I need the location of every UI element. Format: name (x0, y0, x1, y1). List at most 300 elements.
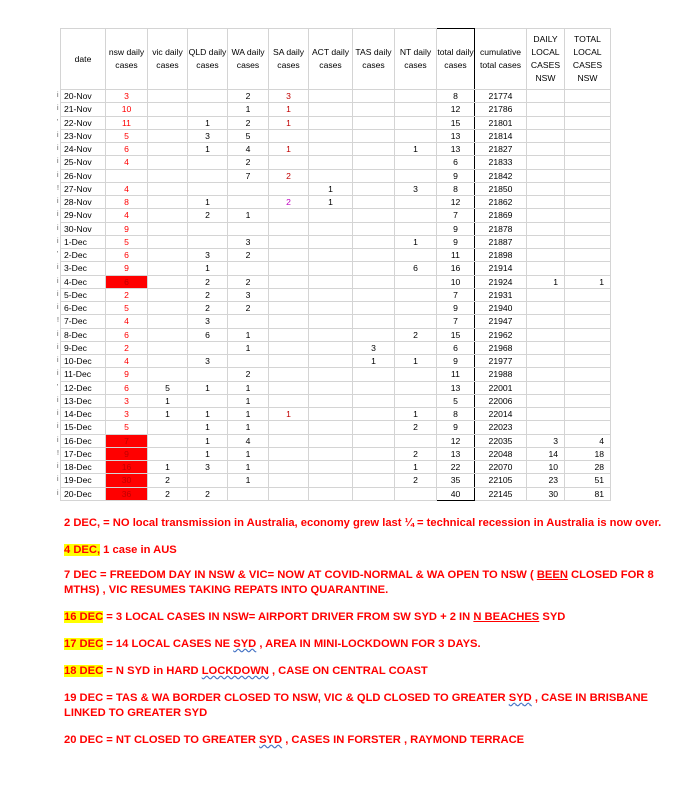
cell-nt: 3 (395, 182, 437, 195)
note-text: 7 DEC = FREEDOM DAY IN NSW & VIC= NOW AT COVID-NORMAL & WA OPEN TO NSW ( (64, 569, 537, 581)
cell-total-local (565, 328, 611, 341)
cell-sa (269, 262, 309, 275)
cell-nsw: 9 (106, 368, 148, 381)
cell-qld: 3 (188, 461, 228, 474)
cell-vic (148, 434, 188, 447)
cell-wa: 1 (228, 328, 269, 341)
cell-total-local (565, 408, 611, 421)
cell-cumulative: 21862 (475, 196, 527, 209)
note-7-dec (64, 568, 664, 598)
cell-nsw: 30 (106, 474, 148, 487)
note-20-dec (64, 733, 664, 748)
cell-sa: 2 (269, 169, 309, 182)
cell-tas (353, 315, 395, 328)
table-row (61, 328, 611, 341)
cell-act (309, 275, 353, 288)
header-sa: SA daily cases (269, 29, 309, 90)
cell-sa (269, 368, 309, 381)
cell-nt (395, 275, 437, 288)
table-row (61, 129, 611, 142)
cell-tas: 1 (353, 355, 395, 368)
cell-vic: 2 (148, 474, 188, 487)
cell-nsw: 3 (106, 394, 148, 407)
cell-nsw: 6 (106, 381, 148, 394)
cell-nsw: 6 (106, 275, 148, 288)
row-number-mark: i (57, 290, 59, 298)
note-text: CLOSED FOR 8 MTHS) , VIC RESUMES TAKING REPATS INTO QUARANTINE. (64, 569, 654, 596)
row-number-strip (57, 89, 61, 500)
cell-act (309, 421, 353, 434)
cell-cumulative: 21801 (475, 116, 527, 129)
cell-nt (395, 90, 437, 103)
table-body (61, 90, 611, 501)
cell-local (527, 302, 565, 315)
cell-total-local (565, 129, 611, 142)
cell-nsw: 6 (106, 328, 148, 341)
note-text: 20 DEC = NT CLOSED TO GREATER (64, 734, 260, 746)
cell-vic (148, 235, 188, 248)
header-cumulative: cumulative total cases (475, 29, 527, 90)
cell-date: 29-Nov (61, 209, 106, 222)
cell-vic (148, 129, 188, 142)
note-19-dec (64, 691, 664, 721)
header-vic: vic daily cases (148, 29, 188, 90)
table-row (61, 474, 611, 487)
cell-sa: 1 (269, 143, 309, 156)
cell-act (309, 341, 353, 354)
cell-date: 16-Dec (61, 434, 106, 447)
cell-wa (228, 222, 269, 235)
note-date-highlight: 16 DEC (64, 611, 104, 623)
note-spellcheck-word: LOCKDOWN (201, 665, 269, 677)
cell-total: 11 (437, 368, 475, 381)
cell-sa (269, 235, 309, 248)
cell-act (309, 169, 353, 182)
cell-qld (188, 182, 228, 195)
cell-total-local (565, 182, 611, 195)
cell-qld (188, 368, 228, 381)
cell-total: 9 (437, 421, 475, 434)
note-spellcheck-word: SYD (233, 638, 257, 650)
cell-vic: 5 (148, 381, 188, 394)
cell-act (309, 447, 353, 460)
cell-wa (228, 182, 269, 195)
note-text: , CASE ON CENTRAL COAST (268, 665, 428, 677)
cell-qld: 1 (188, 434, 228, 447)
cell-total: 6 (437, 341, 475, 354)
cell-date: 13-Dec (61, 394, 106, 407)
cell-vic (148, 275, 188, 288)
cell-date: 9-Dec (61, 341, 106, 354)
cell-cumulative: 21962 (475, 328, 527, 341)
cell-tas (353, 288, 395, 301)
cell-act (309, 103, 353, 116)
cell-local (527, 328, 565, 341)
cell-sa (269, 381, 309, 394)
cell-date: 4-Dec (61, 275, 106, 288)
cell-vic (148, 262, 188, 275)
header-total-local: TOTAL LOCAL CASES NSW (565, 29, 611, 90)
cell-total-local (565, 249, 611, 262)
cell-sa (269, 249, 309, 262)
row-number-mark: i (57, 224, 59, 232)
cell-total-local (565, 156, 611, 169)
note-text: = N SYD in HARD (103, 665, 202, 677)
cell-cumulative: 21850 (475, 182, 527, 195)
note-underlined-word: N BEACHES (473, 611, 540, 623)
table-row (61, 116, 611, 129)
note-4-dec (64, 543, 664, 558)
cell-vic (148, 156, 188, 169)
cell-local (527, 103, 565, 116)
cell-local (527, 249, 565, 262)
cell-nt (395, 302, 437, 315)
cell-sa (269, 474, 309, 487)
cell-qld (188, 103, 228, 116)
cell-tas (353, 302, 395, 315)
cell-total: 13 (437, 129, 475, 142)
table-row (61, 341, 611, 354)
cell-cumulative: 22014 (475, 408, 527, 421)
cell-qld: 3 (188, 249, 228, 262)
cell-nsw: 9 (106, 222, 148, 235)
cell-date: 26-Nov (61, 169, 106, 182)
table-row (61, 143, 611, 156)
cell-nsw: 36 (106, 487, 148, 500)
cell-act (309, 328, 353, 341)
cell-local (527, 355, 565, 368)
cell-total: 40 (437, 487, 475, 500)
cell-total-local (565, 116, 611, 129)
cell-wa: 2 (228, 90, 269, 103)
cell-total: 13 (437, 381, 475, 394)
cell-wa: 2 (228, 249, 269, 262)
cell-total-local (565, 355, 611, 368)
row-number-mark: i (57, 158, 59, 166)
cell-local (527, 116, 565, 129)
table-row (61, 235, 611, 248)
cell-total: 8 (437, 408, 475, 421)
cell-sa (269, 421, 309, 434)
cell-local (527, 156, 565, 169)
cell-nsw (106, 169, 148, 182)
cell-act (309, 156, 353, 169)
cell-wa: 1 (228, 461, 269, 474)
cell-total-local (565, 288, 611, 301)
cell-local (527, 408, 565, 421)
table-row (61, 156, 611, 169)
cell-sa (269, 328, 309, 341)
cell-qld (188, 169, 228, 182)
cell-total: 13 (437, 447, 475, 460)
cell-vic (148, 368, 188, 381)
cell-date: 12-Dec (61, 381, 106, 394)
note-text: , CASE IN BRISBANE LINKED TO GREATER SYD (64, 692, 649, 719)
cell-act (309, 408, 353, 421)
cell-tas (353, 447, 395, 460)
row-number-mark: i (57, 171, 59, 179)
cell-act (309, 461, 353, 474)
cell-act (309, 262, 353, 275)
cell-nsw: 4 (106, 209, 148, 222)
cell-nsw: 8 (106, 196, 148, 209)
cell-tas (353, 222, 395, 235)
cell-qld: 1 (188, 196, 228, 209)
cell-qld: 1 (188, 421, 228, 434)
cell-total-local (565, 341, 611, 354)
cell-total: 9 (437, 169, 475, 182)
header-row (61, 29, 611, 90)
note-text: 2 DEC, = NO local transmission in Australia, economy grew last ¼ = technical recession in Australia is now over. (64, 517, 662, 529)
cell-nsw: 4 (106, 355, 148, 368)
row-number-mark: ' (57, 251, 59, 258)
cell-sa (269, 461, 309, 474)
cell-date: 24-Nov (61, 143, 106, 156)
cell-date: 17-Dec (61, 447, 106, 460)
cell-act (309, 394, 353, 407)
cell-date: 15-Dec (61, 421, 106, 434)
cell-total-local (565, 315, 611, 328)
cell-wa: 4 (228, 143, 269, 156)
cell-total-local: 18 (565, 447, 611, 460)
note-underlined-word: BEEN (536, 569, 568, 581)
cell-wa: 1 (228, 421, 269, 434)
cell-local: 14 (527, 447, 565, 460)
cell-vic (148, 355, 188, 368)
table-row (61, 182, 611, 195)
cases-spreadsheet (60, 28, 611, 501)
cell-wa: 1 (228, 103, 269, 116)
cell-vic (148, 315, 188, 328)
cell-vic (148, 182, 188, 195)
cell-date: 3-Dec (61, 262, 106, 275)
cell-tas (353, 474, 395, 487)
cell-local (527, 143, 565, 156)
cell-nt: 2 (395, 474, 437, 487)
cell-nt: 6 (395, 262, 437, 275)
cell-local (527, 209, 565, 222)
cell-nsw: 9 (106, 262, 148, 275)
cell-wa: 1 (228, 209, 269, 222)
table-row (61, 434, 611, 447)
cell-cumulative: 21924 (475, 275, 527, 288)
cell-tas (353, 129, 395, 142)
cell-total: 15 (437, 328, 475, 341)
cell-cumulative: 21898 (475, 249, 527, 262)
row-number-mark: ! (57, 317, 59, 325)
note-text: = 3 LOCAL CASES IN NSW= AIRPORT DRIVER FROM SW SYD + 2 IN (103, 611, 474, 623)
cell-sa (269, 288, 309, 301)
cell-sa (269, 434, 309, 447)
cell-sa (269, 129, 309, 142)
cell-wa: 5 (228, 129, 269, 142)
cell-nsw: 4 (106, 156, 148, 169)
cell-sa (269, 447, 309, 460)
row-number-mark: i (57, 343, 59, 351)
cell-nsw: 2 (106, 288, 148, 301)
row-number-mark: i (57, 304, 59, 311)
row-number-mark: i (57, 277, 59, 285)
cell-total: 9 (437, 235, 475, 248)
note-2-dec (64, 516, 664, 531)
cell-tas (353, 394, 395, 407)
cell-total: 7 (437, 288, 475, 301)
cell-date: 8-Dec (61, 328, 106, 341)
cell-vic (148, 328, 188, 341)
cell-vic: 1 (148, 394, 188, 407)
cell-cumulative: 21968 (475, 341, 527, 354)
cell-nt (395, 341, 437, 354)
table-row (61, 262, 611, 275)
cell-nsw: 16 (106, 461, 148, 474)
cell-act (309, 222, 353, 235)
cell-nt: 2 (395, 447, 437, 460)
note-text: , CASES IN FORSTER , RAYMOND TERRACE (282, 734, 525, 746)
cell-nsw: 5 (106, 421, 148, 434)
cell-wa: 1 (228, 341, 269, 354)
cell-cumulative: 21869 (475, 209, 527, 222)
cell-total-local (565, 90, 611, 103)
cell-nt (395, 169, 437, 182)
cell-cumulative: 21931 (475, 288, 527, 301)
cell-sa (269, 315, 309, 328)
note-text: , AREA IN MINI-LOCKDOWN FOR 3 DAYS. (256, 638, 481, 650)
table-row (61, 447, 611, 460)
cell-local (527, 90, 565, 103)
cell-date: 14-Dec (61, 408, 106, 421)
cell-nt (395, 381, 437, 394)
cell-total: 12 (437, 196, 475, 209)
cell-qld: 2 (188, 209, 228, 222)
cell-qld: 1 (188, 447, 228, 460)
cell-date: 10-Dec (61, 355, 106, 368)
cell-nt (395, 249, 437, 262)
cell-vic (148, 116, 188, 129)
cell-total-local: 28 (565, 461, 611, 474)
row-number-mark: i (57, 105, 59, 113)
cell-wa: 1 (228, 381, 269, 394)
cell-total: 7 (437, 209, 475, 222)
cell-vic (148, 341, 188, 354)
cell-date: 22-Nov (61, 116, 106, 129)
cell-sa (269, 222, 309, 235)
cell-cumulative: 22001 (475, 381, 527, 394)
cell-cumulative: 21988 (475, 368, 527, 381)
cell-wa (228, 487, 269, 500)
cell-act (309, 487, 353, 500)
cell-tas (353, 408, 395, 421)
cell-date: 1-Dec (61, 235, 106, 248)
cell-nsw: 3 (106, 90, 148, 103)
cell-qld: 2 (188, 275, 228, 288)
cell-total-local: 1 (565, 275, 611, 288)
cell-tas (353, 461, 395, 474)
row-number-mark: i (57, 92, 59, 99)
cell-wa: 2 (228, 156, 269, 169)
cell-nt: 1 (395, 461, 437, 474)
cell-wa: 1 (228, 447, 269, 460)
cell-cumulative: 21914 (475, 262, 527, 275)
cell-act (309, 355, 353, 368)
cell-date: 6-Dec (61, 302, 106, 315)
cell-qld: 1 (188, 408, 228, 421)
cell-date: 20-Nov (61, 90, 106, 103)
cell-qld (188, 156, 228, 169)
cell-nt (395, 196, 437, 209)
cell-act (309, 288, 353, 301)
cell-vic: 2 (148, 487, 188, 500)
header-nt: NT daily cases (395, 29, 437, 90)
cell-act (309, 434, 353, 447)
row-number-mark: i (57, 330, 59, 338)
cell-qld: 2 (188, 288, 228, 301)
header-nsw: nsw daily cases (106, 29, 148, 90)
cell-sa: 2 (269, 196, 309, 209)
cell-total: 12 (437, 434, 475, 447)
cell-local: 23 (527, 474, 565, 487)
notes-section (64, 516, 664, 760)
table-row (61, 355, 611, 368)
row-number-mark: i (57, 370, 59, 378)
header-tas: TAS daily cases (353, 29, 395, 90)
table-row (61, 288, 611, 301)
table-row (61, 368, 611, 381)
cell-wa: 7 (228, 169, 269, 182)
row-number-mark: i (57, 145, 59, 152)
cell-wa: 2 (228, 302, 269, 315)
cell-nt: 2 (395, 421, 437, 434)
note-text: = 14 LOCAL CASES NE (103, 638, 234, 650)
cell-tas (353, 196, 395, 209)
cell-total-local (565, 381, 611, 394)
cell-vic (148, 169, 188, 182)
cell-sa: 3 (269, 90, 309, 103)
cell-total: 35 (437, 474, 475, 487)
cell-wa (228, 315, 269, 328)
cell-qld: 1 (188, 262, 228, 275)
header-date: date (61, 29, 106, 90)
cell-tas (353, 103, 395, 116)
cell-local (527, 368, 565, 381)
table-row (61, 275, 611, 288)
cell-total: 8 (437, 182, 475, 195)
cell-total: 9 (437, 302, 475, 315)
cell-tas (353, 368, 395, 381)
cell-total-local: 51 (565, 474, 611, 487)
cell-local (527, 381, 565, 394)
cell-vic (148, 302, 188, 315)
cell-tas: 3 (353, 341, 395, 354)
table-row (61, 381, 611, 394)
table-row (61, 222, 611, 235)
cell-qld: 3 (188, 315, 228, 328)
note-date-highlight: 17 DEC (64, 638, 104, 650)
cell-vic (148, 421, 188, 434)
cell-wa: 1 (228, 408, 269, 421)
cell-qld (188, 222, 228, 235)
cell-act: 1 (309, 182, 353, 195)
cell-wa: 2 (228, 116, 269, 129)
cell-date: 27-Nov (61, 182, 106, 195)
row-number-mark: ! (57, 449, 59, 457)
header-wa: WA daily cases (228, 29, 269, 90)
cell-cumulative: 22145 (475, 487, 527, 500)
cell-cumulative: 21833 (475, 156, 527, 169)
cell-nt (395, 129, 437, 142)
row-number-mark: i (57, 476, 59, 484)
cell-tas (353, 434, 395, 447)
cell-tas (353, 487, 395, 500)
